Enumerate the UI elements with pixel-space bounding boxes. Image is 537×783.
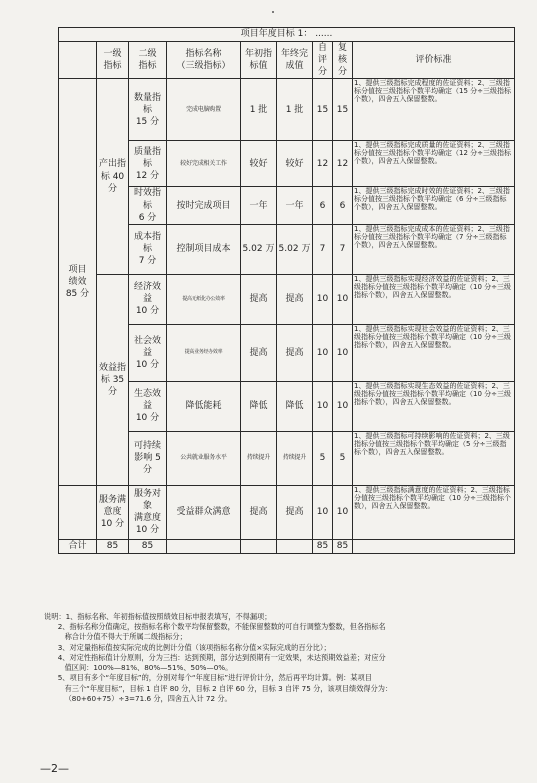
blank-cell bbox=[167, 539, 241, 553]
total-label: 合计 bbox=[59, 539, 97, 553]
column-header: 自评 分 bbox=[313, 42, 333, 79]
level2-indicator: 服务对象 满意度 10 分 bbox=[129, 485, 167, 539]
note-line: 说明：1、指标名称、年初指标值按照绩效目标申报表填写，不得漏项； bbox=[44, 612, 272, 621]
level2-indicator: 经济效益 10 分 bbox=[129, 274, 167, 324]
table-row bbox=[59, 28, 515, 42]
blank-cell bbox=[241, 539, 277, 553]
start-value: 提高 bbox=[241, 274, 277, 324]
column-header: 二级 指标 bbox=[129, 42, 167, 79]
column-header: 年终完 成值 bbox=[277, 42, 313, 79]
end-value: 一年 bbox=[277, 187, 313, 224]
blank-cell bbox=[277, 539, 313, 553]
start-value: 提高 bbox=[241, 485, 277, 539]
indicator-name: 控制项目成本 bbox=[167, 224, 241, 274]
scan-speck bbox=[272, 11, 274, 13]
table-row bbox=[59, 539, 515, 553]
header-blank bbox=[59, 42, 97, 79]
note-line: 称合计分值不得大于所属二级指标分； bbox=[44, 632, 187, 642]
self-score: 15 bbox=[313, 79, 333, 141]
self-score: 6 bbox=[313, 187, 333, 224]
review-score: 10 bbox=[333, 274, 353, 324]
indicator-name: 较好完成相关工作 bbox=[167, 141, 241, 187]
indicator-name: 提高业务经办效率 bbox=[167, 324, 241, 381]
end-value: 1 批 bbox=[277, 79, 313, 141]
review-score: 15 bbox=[333, 79, 353, 141]
note-line: （80+60+75）÷3=71.6 分，四舍五入计 72 分。 bbox=[44, 693, 232, 703]
level1-output: 产出指 标 40 分 bbox=[97, 79, 129, 274]
evaluation-criteria: 1、提供三级指标实现经济效益的佐证资料；2、三级指标分值按三级指标个数平均确定（10 分÷三级指标个数），四舍五入保留整数。 bbox=[353, 274, 515, 324]
year-target-label: 项目年度目标 1： ...... bbox=[59, 28, 515, 42]
level1-satisfaction: 服务满 意度 10 分 bbox=[97, 485, 129, 539]
indicator-name: 完成电脑购置 bbox=[167, 79, 241, 141]
review-score: 10 bbox=[333, 485, 353, 539]
review-score: 10 bbox=[333, 381, 353, 431]
start-value: 一年 bbox=[241, 187, 277, 224]
indicator-name: 降低能耗 bbox=[167, 381, 241, 431]
end-value: 提高 bbox=[277, 324, 313, 381]
indicator-name: 公共就业服务水平 bbox=[167, 431, 241, 485]
start-value: 较好 bbox=[241, 141, 277, 187]
review-score: 10 bbox=[333, 324, 353, 381]
indicator-name: 按时完成项目 bbox=[167, 187, 241, 224]
evaluation-criteria: 1、提供三级指标满意度的佐证资料；2、三级指标分值按三级指标个数平均确定（10 分÷三级指标个数），四舍五入保留整数。 bbox=[353, 485, 515, 539]
total-self: 85 bbox=[313, 539, 333, 553]
review-score: 5 bbox=[333, 431, 353, 485]
start-value: 提高 bbox=[241, 324, 277, 381]
evaluation-criteria: 1、提供三级指标可持续影响的佐证资料；2、三级指标分值按三级指标个数平均确定（5 分÷三级指标个数），四舍五入保留整数。 bbox=[353, 431, 515, 485]
performance-table bbox=[58, 27, 515, 554]
start-value: 降低 bbox=[241, 381, 277, 431]
total-review: 85 bbox=[333, 539, 353, 553]
end-value: 降低 bbox=[277, 381, 313, 431]
self-score: 10 bbox=[313, 381, 333, 431]
evaluation-criteria: 1、提供三级指标完成成本的佐证资料；2、三级指标分值按三级指标个数平均确定（7 分÷三级指标个数），四舍五入保留整数。 bbox=[353, 224, 515, 274]
self-score: 5 bbox=[313, 431, 333, 485]
table-row bbox=[59, 42, 515, 79]
review-score: 12 bbox=[333, 141, 353, 187]
end-value: 5.02 万 bbox=[277, 224, 313, 274]
note-line: 值区间：100%—81%、80%—51%、50%—0%。 bbox=[44, 663, 233, 673]
self-score: 12 bbox=[313, 141, 333, 187]
self-score: 10 bbox=[313, 324, 333, 381]
column-header: 一级 指标 bbox=[97, 42, 129, 79]
evaluation-criteria: 1、提供三级指标完成时效的佐证资料；2、三级指标分值按三级指标个数平均确定（6 分÷三级指标个数），四舍五入保留整数。 bbox=[353, 187, 515, 224]
page-number: —2— bbox=[40, 762, 69, 775]
review-score: 7 bbox=[333, 224, 353, 274]
note-line: 2、指标名称分值确定，按指标名称个数平均保留整数，不能保留整数的可自行调整为整数，但各指标名 bbox=[44, 622, 386, 632]
column-header: 评价标准 bbox=[353, 42, 515, 79]
start-value: 5.02 万 bbox=[241, 224, 277, 274]
start-value: 1 批 bbox=[241, 79, 277, 141]
evaluation-criteria: 1、提供三级指标完成质量的佐证资料；2、三级指标分值按三级指标个数平均确定（12 分÷三级指标个数），四舍五入保留整数。 bbox=[353, 141, 515, 187]
column-header: 年初指 标值 bbox=[241, 42, 277, 79]
table-row bbox=[59, 485, 515, 539]
level2-indicator: 成本指标 7 分 bbox=[129, 224, 167, 274]
level2-indicator: 社会效益 10 分 bbox=[129, 324, 167, 381]
note-line: 5、项目有多个“年度目标”的，分别对每个“年度目标”进行评价计分，然后再平均计算。例：某项目 bbox=[44, 673, 372, 683]
self-score: 7 bbox=[313, 224, 333, 274]
evaluation-criteria: 1、提供三级指标实现社会效益的佐证资料；2、三级指标分值按三级指标个数平均确定（10 分÷三级指标个数），四舍五入保留整数。 bbox=[353, 324, 515, 381]
evaluation-criteria: 1、提供三级指标完成程度的佐证资料；2、三级指标分值按三级指标个数平均确定（15 分÷三级指标个数），四舍五入保留整数。 bbox=[353, 79, 515, 141]
end-value: 提高 bbox=[277, 485, 313, 539]
blank-cell bbox=[353, 539, 515, 553]
self-score: 10 bbox=[313, 485, 333, 539]
end-value: 较好 bbox=[277, 141, 313, 187]
level2-indicator: 数量指标 15 分 bbox=[129, 79, 167, 141]
note-line: 有三个“年度目标”，目标 1 自评 80 分，目标 2 自评 60 分，目标 3 自评 75 分，该项目绩效得分为： bbox=[44, 683, 393, 693]
level2-indicator: 可持续 影响 5 分 bbox=[129, 431, 167, 485]
level2-indicator: 生态效益 10 分 bbox=[129, 381, 167, 431]
blank-cell bbox=[59, 485, 97, 539]
level1-benefit: 效益指 标 35 分 bbox=[97, 274, 129, 485]
column-header: 复核 分 bbox=[333, 42, 353, 79]
table-row bbox=[59, 274, 515, 324]
table-row bbox=[59, 79, 515, 141]
end-value: 持续提升 bbox=[277, 431, 313, 485]
start-value: 持续提升 bbox=[241, 431, 277, 485]
note-line: 4、对定性指标值计分原则，分为三挡：达到预期，部分达到预期有一定效果，未达预期效益差；对应分 bbox=[44, 652, 386, 662]
self-score: 10 bbox=[313, 274, 333, 324]
level1-performance: 项目 绩效 85 分 bbox=[59, 79, 97, 485]
notes-section bbox=[44, 612, 514, 704]
indicator-name: 受益群众满意 bbox=[167, 485, 241, 539]
end-value: 提高 bbox=[277, 274, 313, 324]
column-header: 指标名称 （三级指标） bbox=[167, 42, 241, 79]
total-level2: 85 bbox=[129, 539, 167, 553]
note-line: 3、对定量指标值按实际完成的比例计分值（该项指标名称分值×实际完成的百分比）； bbox=[44, 642, 331, 652]
total-level1: 85 bbox=[97, 539, 129, 553]
level2-indicator: 时效指标 6 分 bbox=[129, 187, 167, 224]
review-score: 6 bbox=[333, 187, 353, 224]
indicator-name: 提高无纸化办公效率 bbox=[167, 274, 241, 324]
evaluation-criteria: 1、提供三级指标实现生态效益的佐证资料；2、三级指标分值按三级指标个数平均确定（10 分÷三级指标个数），四舍五入保留整数。 bbox=[353, 381, 515, 431]
level2-indicator: 质量指标 12 分 bbox=[129, 141, 167, 187]
